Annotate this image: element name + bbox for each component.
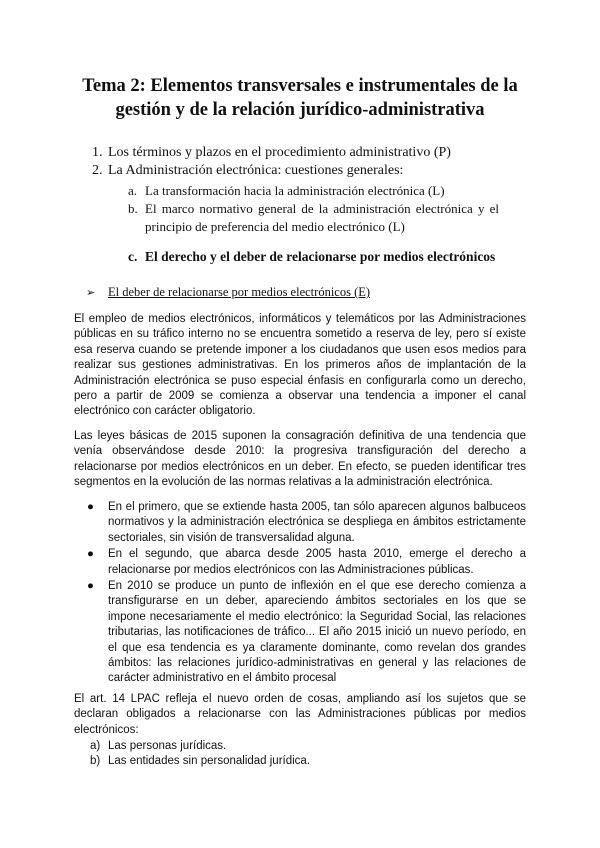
bullet-dot-icon: ● [87,501,94,513]
list-item [84,500,526,546]
list-item [84,547,526,578]
list-item-text: En el segundo, que abarca desde 2005 hasta 2010, emerge el derecho a relacionarse por medios electrónicos con las Administraciones públicas. [108,548,526,576]
toc-item-number: 1. [92,145,103,160]
toc-item-text: La Administración electrónica: cuestiones generales: [108,163,404,178]
toc-item-number: 2. [92,163,103,178]
list-item [90,754,310,769]
paragraph-2: Las leyes básicas de 2015 suponen la consagración definitiva de una tendencia que venía observándose desde 2010: la progresiva transfiguración del derecho a relacionarse por medios electrónicos en un deber. En efecto, se pueden identificar tres segmentos en la evolución de las normas relativas a la administración electrónica. [74,430,526,489]
toc-subitem-text: La transformación hacia la administración electrónica (L) [145,183,445,198]
list-item [84,579,526,687]
section-heading-text: El deber de relacionarse por medios electrónicos (E) [108,285,371,299]
document-title: Tema 2: Elementos transversales e instrumentales de la gestión y de la relación jurídico-administrativa [82,76,518,120]
paragraph-3: El art. 14 LPAC refleja el nuevo orden de cosas, ampliando así los sujetos que se declaran obligados a relacionarse con las Administraciones públicas por medios electrónicos: [74,693,526,736]
toc-subitem-b-continued [145,218,405,236]
bullet-dot-icon: ● [87,580,94,593]
list-item-letter: b) [90,755,101,768]
toc-subitem-letter: c. [128,249,138,264]
toc-subitem-text: El derecho y el deber de relacionarse por medios electrónicos [145,249,496,264]
toc-subitem-text-line2: principio de preferencia del medio electrónico (L) [145,219,405,234]
arrow-bullet-icon: ➢ [86,286,96,299]
list-item-text: Las personas jurídicas. [108,740,227,752]
list-item-letter: a) [90,740,101,752]
toc-subitem-letter: a. [128,183,138,198]
list-item-text: En 2010 se produce un punto de inflexión en el que ese derecho comienza a transfigurarse en un deber, apareciendo ámbitos sectoriales en los que se impone necesariamente el medio electrónico: la Seguridad Social, las relaciones tributarias, las notificaciones de tráfico... El año 2015 inició un nuevo período, en el que esa tendencia es ya claramente dominante, como revelan dos grandes ámbitos: las relaciones jurídico-administrativas en general y las relaciones de carácter administrativo en el ámbito procesal [108,580,526,685]
section-heading [86,285,370,300]
toc-subitem-letter: b. [128,201,138,216]
list-item [90,739,310,754]
list-item-text: En el primero, que se extiende hasta 2005, tan sólo aparecen algunos balbuceos normativos y la administración electrónica se despliega en ámbitos estrictamente sectoriales, sin visión de transversalidad alguna. [108,501,526,544]
toc-item-text: Los términos y plazos en el procedimiento administrativo (P) [108,145,451,160]
paragraph-1: El empleo de medios electrónicos, informáticos y telemáticos por las Administraciones públicas en su tráfico interno no se encuentra sometido a reserva de ley, pero sí existe esa reserva cuando se pretende imponer a los ciudadanos que usen esos medios para realizar sus gestiones administrativas. En los primeros años de implantación de la Administración electrónica se puso especial énfasis en configurarla como un derecho, pero a partir de 2009 se comienza a observar una tendencia a imponer el canal electrónico con carácter obligatorio. [74,313,526,418]
toc-subitem-text-line1: El marco normativo general de la administración electrónica y el [145,201,499,216]
alpha-list [90,739,310,770]
bullet-dot-icon: ● [87,548,94,561]
list-item-text: Las entidades sin personalidad jurídica. [108,755,311,768]
bullet-list [84,500,526,688]
